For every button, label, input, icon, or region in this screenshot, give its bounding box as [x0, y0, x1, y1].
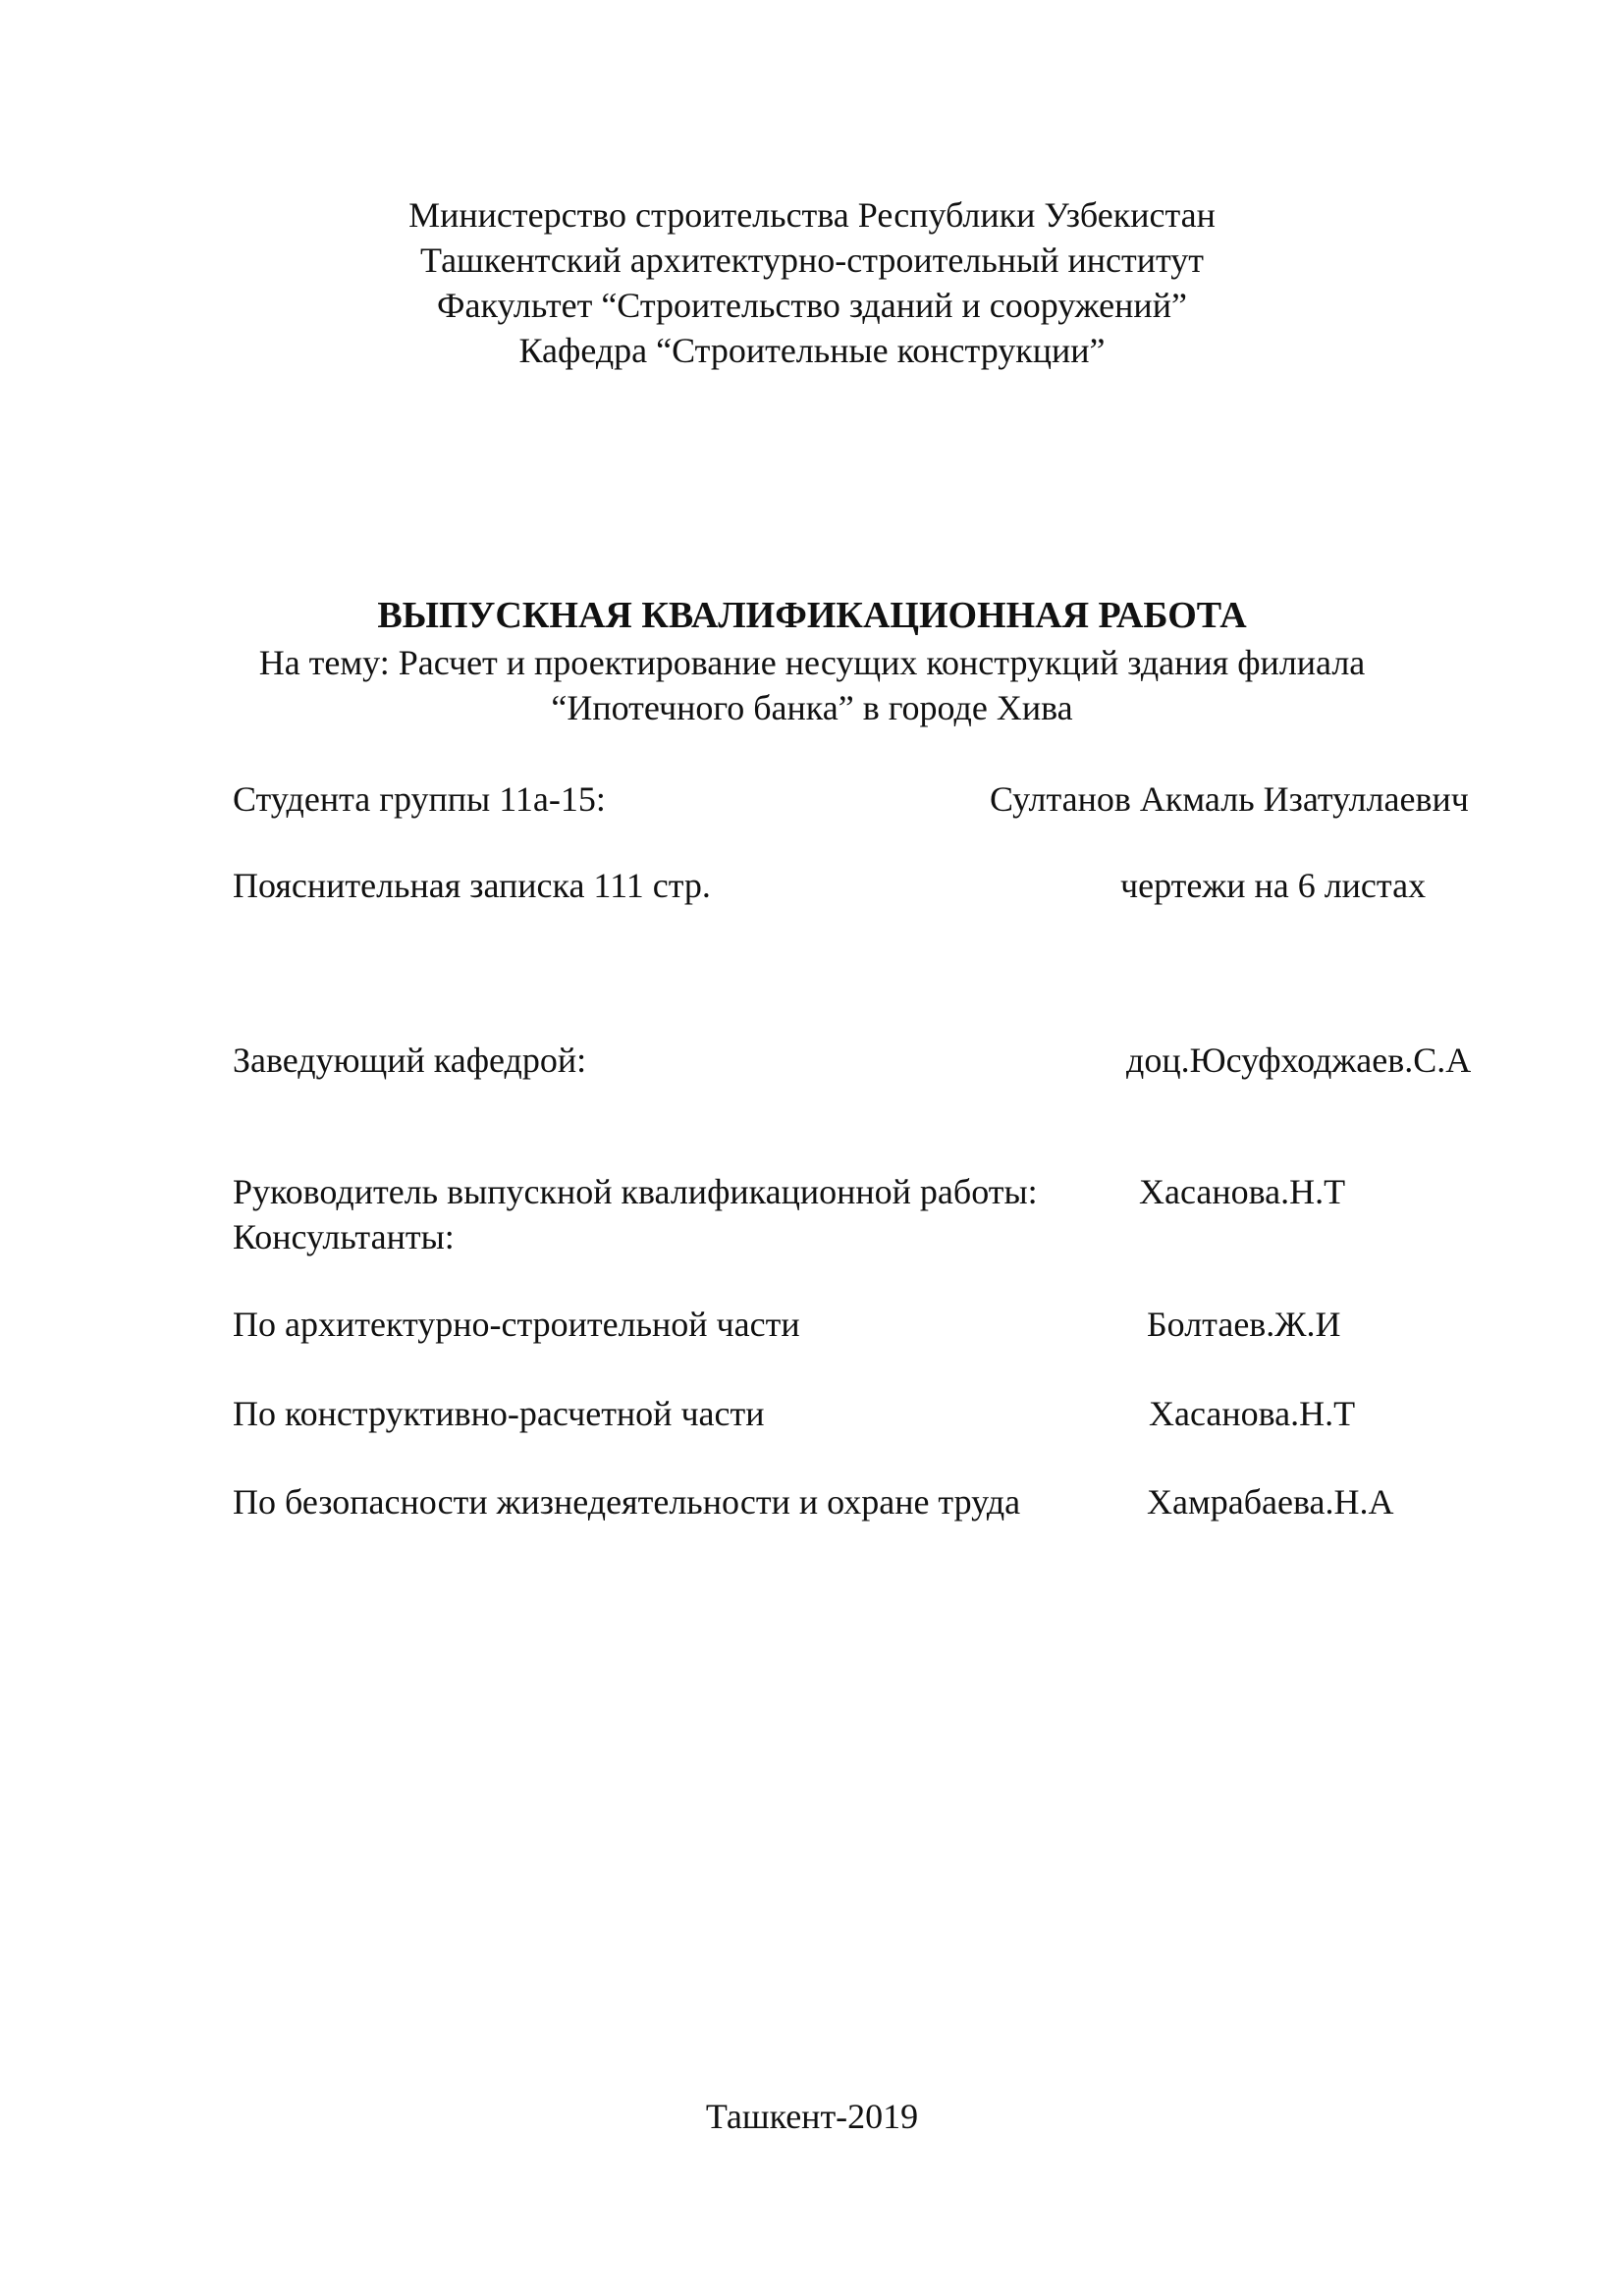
ministry-line: Министерство строительства Республики Узбекистан — [408, 195, 1216, 235]
department-line: Кафедра “Строительные конструкции” — [518, 331, 1106, 370]
student-name: Султанов Акмаль Изатуллаевич — [990, 779, 1469, 819]
consultant-structural-label: По конструктивно-расчетной части — [233, 1394, 765, 1433]
faculty-line: Факультет “Строительство зданий и сооружений” — [437, 286, 1187, 325]
thesis-topic-line2: “Ипотечного банка” в городе Хива — [551, 688, 1073, 727]
consultant-architecture-label: По архитектурно-строительной части — [233, 1305, 800, 1344]
head-of-department-name: доц.Юсуфходжаев.С.А — [1126, 1041, 1472, 1080]
supervisor-label: Руководитель выпускной квалификационной работы: — [233, 1172, 1038, 1211]
consultant-safety-label: По безопасности жизнедеятельности и охране труда — [233, 1482, 1021, 1522]
consultants-label: Консультанты: — [233, 1217, 455, 1256]
institute-line: Ташкентский архитектурно-строительный институт — [419, 240, 1204, 280]
student-label: Студента группы 11а-15: — [233, 779, 606, 819]
consultant-structural-name: Хасанова.Н.Т — [1149, 1394, 1356, 1433]
consultant-safety-name: Хамрабаева.Н.А — [1147, 1482, 1394, 1522]
consultant-architecture-name: Болтаев.Ж.И — [1147, 1305, 1341, 1344]
head-of-department-label: Заведующий кафедрой: — [233, 1041, 587, 1080]
supervisor-name: Хасанова.Н.Т — [1139, 1172, 1346, 1211]
city-year: Ташкент-2019 — [705, 2097, 919, 2136]
explanatory-note: Пояснительная записка 111 стр. — [233, 866, 711, 905]
drawings-count: чертежи на 6 листах — [1120, 866, 1427, 905]
thesis-topic-line1: На тему: Расчет и проектирование несущих конструкций здания филиала — [258, 643, 1366, 682]
thesis-title: ВЫПУСКНАЯ КВАЛИФИКАЦИОННАЯ РАБОТА — [377, 595, 1247, 636]
